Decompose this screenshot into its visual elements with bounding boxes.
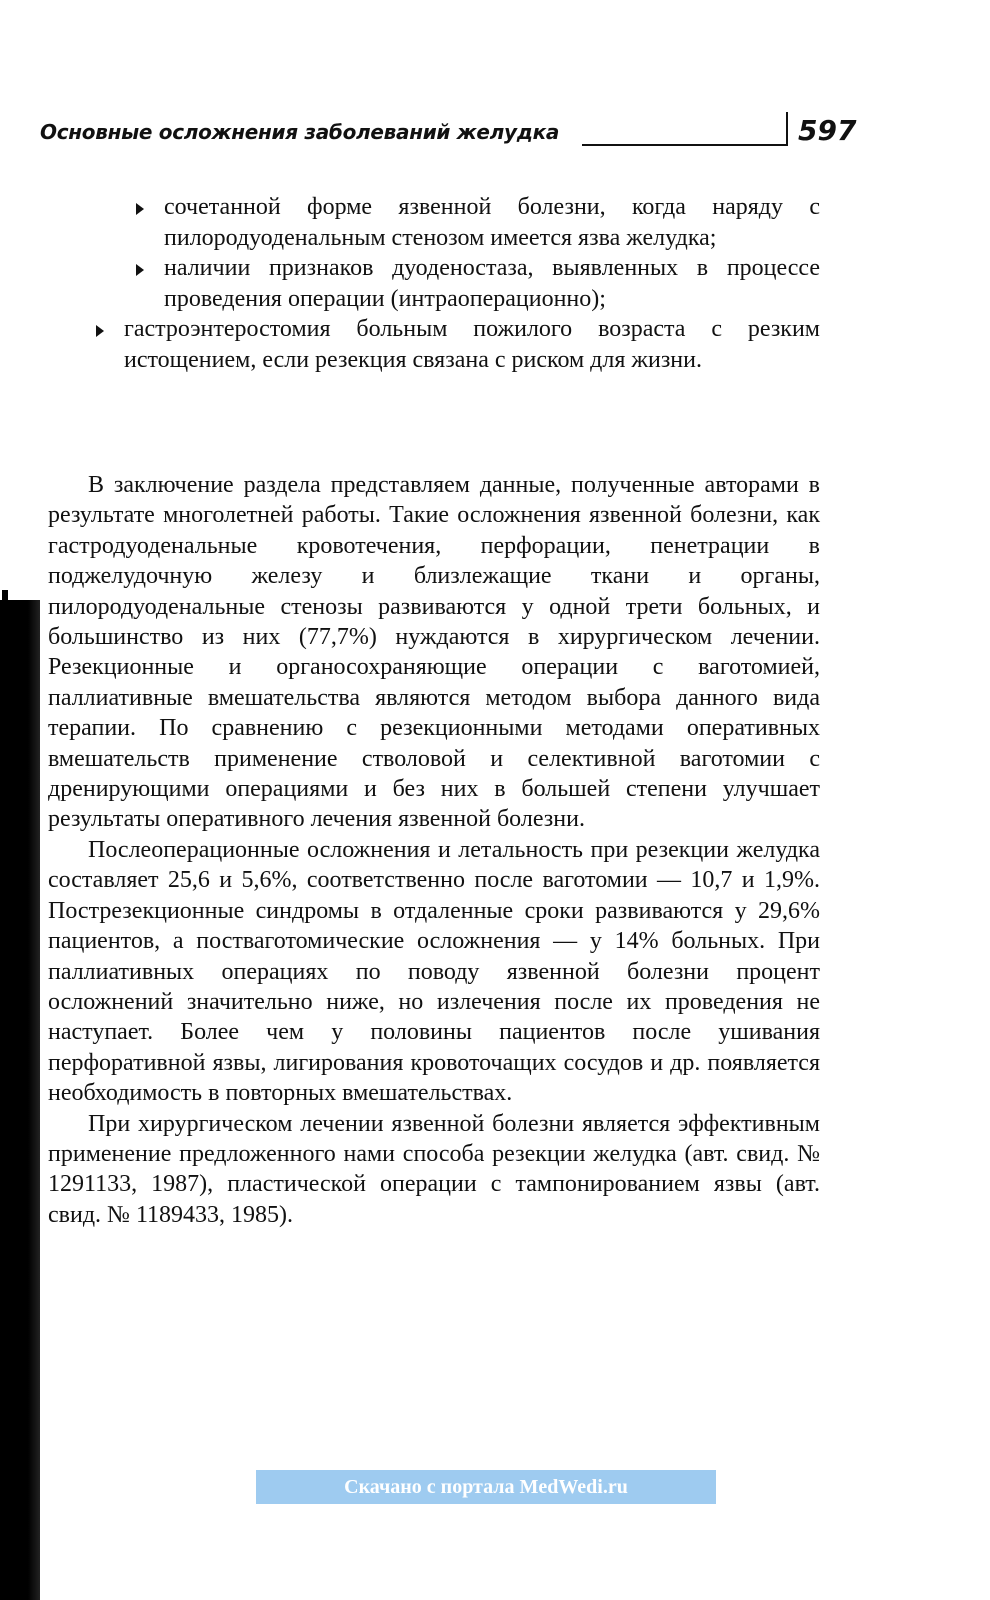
page-number: 597 xyxy=(798,114,857,147)
bullet-text: сочетанной форме язвенной болезни, когда наряду с пилородуоденальным стенозом имеется язва желудка; xyxy=(164,194,820,251)
bullet-item xyxy=(40,253,830,314)
header-rule xyxy=(582,144,788,146)
header-bracket xyxy=(786,112,788,146)
running-title: Основные осложнения заболеваний желудка xyxy=(40,120,560,144)
scan-binding-shadow xyxy=(0,600,40,1600)
triangle-bullet-icon xyxy=(136,264,144,276)
watermark-banner: Скачано с портала MedWedi.ru xyxy=(256,1470,716,1504)
running-header xyxy=(40,102,857,150)
bullet-item xyxy=(40,192,830,253)
triangle-bullet-icon xyxy=(136,203,144,215)
triangle-bullet-icon xyxy=(96,325,104,337)
bullet-item xyxy=(40,314,830,375)
bullet-list xyxy=(40,192,830,375)
bullet-text: гастроэнтеростомия больным пожилого возраста с резким истощением, если резекция связана с риском для жизни. xyxy=(124,316,820,373)
scan-page-edge xyxy=(0,0,40,1600)
paragraph: В заключение раздела представляем данные, полученные авторами в результате многолетней работы. Такие осложнения язвенной болезни, как гастродуоденальные кровотечения, перфорации, пенетрации в поджелудочную железу и близлежащие ткани и органы, пилородуоденальные стенозы развиваются у одной трети больных, и большинство из них (77,7%) нуждаются в хирургическом лечении. Резекционные и органосохраняющие операции с ваготомией, паллиативные вмешательства являются методом выбора данного вида терапии. По сравнению с резекционными методами оперативных вмешательств применение стволовой и селективной ваготомии с дренирующими операциями и без них в большей степени улучшает результаты оперативного лечения язвенной болезни. xyxy=(48,472,820,833)
paragraph: При хирургическом лечении язвенной болезни является эффективным применение предложенного нами способа резекции желудка (авт. свид. № 1291133, 1987), пластической операции с тампонированием язвы (авт. свид. № 1189433, 1985). xyxy=(48,1110,820,1228)
body-text xyxy=(48,470,820,1230)
paragraph: Послеоперационные осложнения и летальность при резекции желудка составляет 25,6 и 5,6%, соответственно после ваготомии — 10,7 и 1,9%. Пострезекционные синдромы в отдаленные сроки развиваются у 29,6% пациентов, а постваготомические осложнения — у 14% больных. При паллиативных операциях по поводу язвенной болезни процент осложнений значительно ниже, но излечения после их проведения не наступает. Более чем у половины пациентов после ушивания перфоративной язвы, лигирования кровоточащих сосудов и др. появляется необходимость в повторных вмешательствах. xyxy=(48,836,820,1107)
bullet-text: наличии признаков дуоденостаза, выявленных в процессе проведения операции (интраоперационно); xyxy=(164,255,820,312)
